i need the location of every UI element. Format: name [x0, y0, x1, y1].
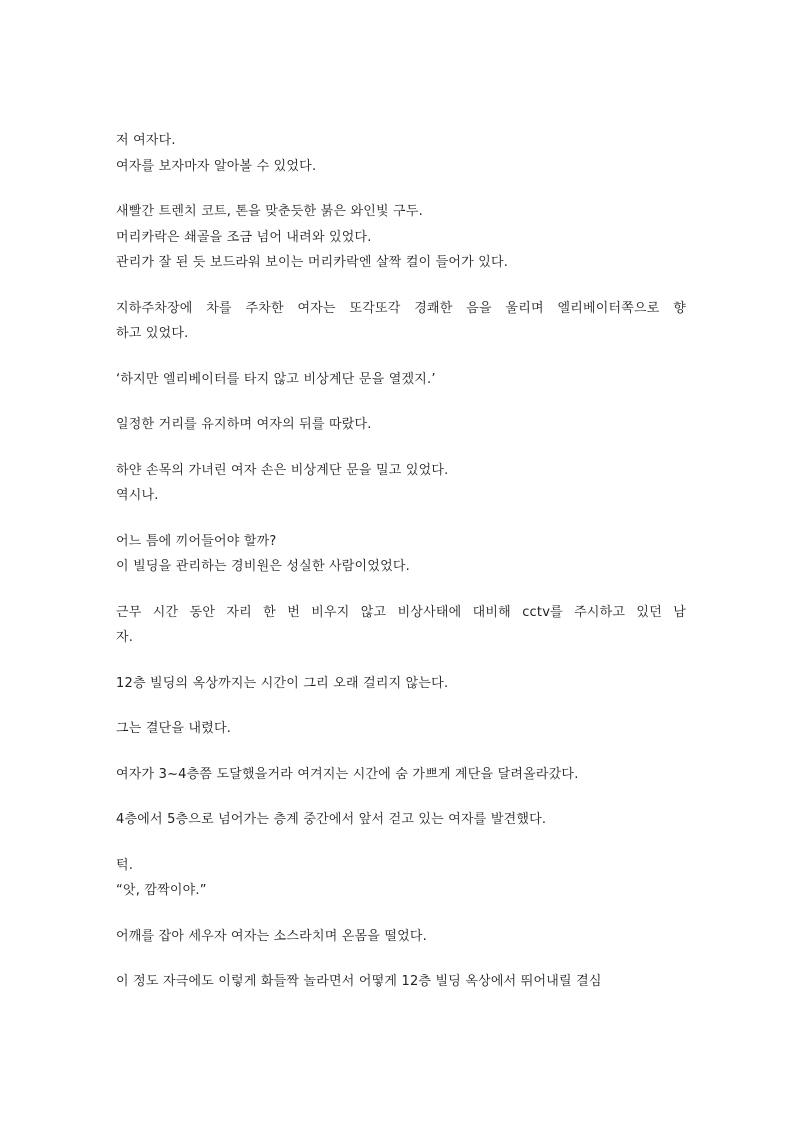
text-line: “앗, 깜짝이야.”: [116, 883, 207, 898]
paragraph: [116, 296, 686, 347]
text-line: 4층에서 5층으로 넘어가는 층계 중간에서 앞서 걷고 있는 여자를 발견했다.: [116, 812, 547, 827]
paragraph: [116, 529, 686, 580]
text-line: 어깨를 잡아 세우자 여자는 소스라치며 온몸을 떨었다.: [116, 928, 428, 944]
paragraph: [116, 762, 686, 788]
text-line: 이 정도 자극에도 이렇게 화들짝 놀라면서 어떻게 12층 빌딩 옥상에서 뛰어내릴 결심: [116, 974, 602, 989]
text-line: 여자를 보자마자 알아볼 수 있었다.: [116, 158, 317, 174]
paragraph: [116, 924, 686, 950]
paragraph: [116, 458, 686, 509]
text-line: 어느 틈에 끼어들어야 할까?: [116, 533, 277, 549]
paragraph: [116, 671, 686, 697]
paragraph: [116, 128, 686, 179]
text-line: 지하주차장에 차를 주차한 여자는 또각또각 경쾌한 음을 울리며 엘리베이터쪽으로 향: [116, 300, 686, 316]
document-body: [116, 128, 686, 1015]
text-line: 근무 시간 동안 자리 한 번 비우지 않고 비상사태에 대비해 cctv를 주시하고 있던 남: [116, 604, 686, 620]
text-line: 자.: [116, 630, 134, 645]
text-line: 역시나.: [116, 488, 159, 503]
text-line: 12층 빌딩의 옥상까지는 시간이 그리 오래 걸리지 않는다.: [116, 675, 449, 691]
text-line: 하고 있었다.: [116, 326, 189, 341]
text-line: 일정한 거리를 유지하며 여자의 뒤를 따랐다.: [116, 417, 372, 432]
text-line: 관리가 잘 된 듯 보드라워 보이는 머리카락엔 살짝 컬이 들어가 있다.: [116, 255, 509, 270]
text-line: 이 빌딩을 관리하는 경비원은 성실한 사람이었었다.: [116, 559, 410, 574]
text-line: 여자가 3~4층쯤 도달했을거라 여겨지는 시간에 숨 가쁘게 계단을 달려올라갔다.: [116, 766, 579, 782]
text-line: 그는 결단을 내렸다.: [116, 721, 232, 736]
text-line: 머리카락은 쇄골을 조금 넘어 내려와 있었다.: [116, 229, 372, 245]
paragraph: [116, 367, 686, 393]
paragraph: [116, 853, 686, 904]
text-line: ‘하지만 엘리베이터를 타지 않고 비상계단 문을 열겠지.’: [116, 371, 436, 387]
paragraph: [116, 199, 686, 276]
paragraph: [116, 716, 686, 742]
paragraph: [116, 969, 686, 995]
text-line: 턱.: [116, 857, 134, 873]
text-line: 새빨간 트렌치 코트, 톤을 맞춘듯한 붉은 와인빛 구두.: [116, 204, 423, 219]
text-line: 하얀 손목의 가녀린 여자 손은 비상계단 문을 밀고 있었다.: [116, 462, 449, 478]
text-line: 저 여자다.: [116, 133, 176, 148]
paragraph: [116, 807, 686, 833]
paragraph: [116, 412, 686, 438]
paragraph: [116, 600, 686, 651]
